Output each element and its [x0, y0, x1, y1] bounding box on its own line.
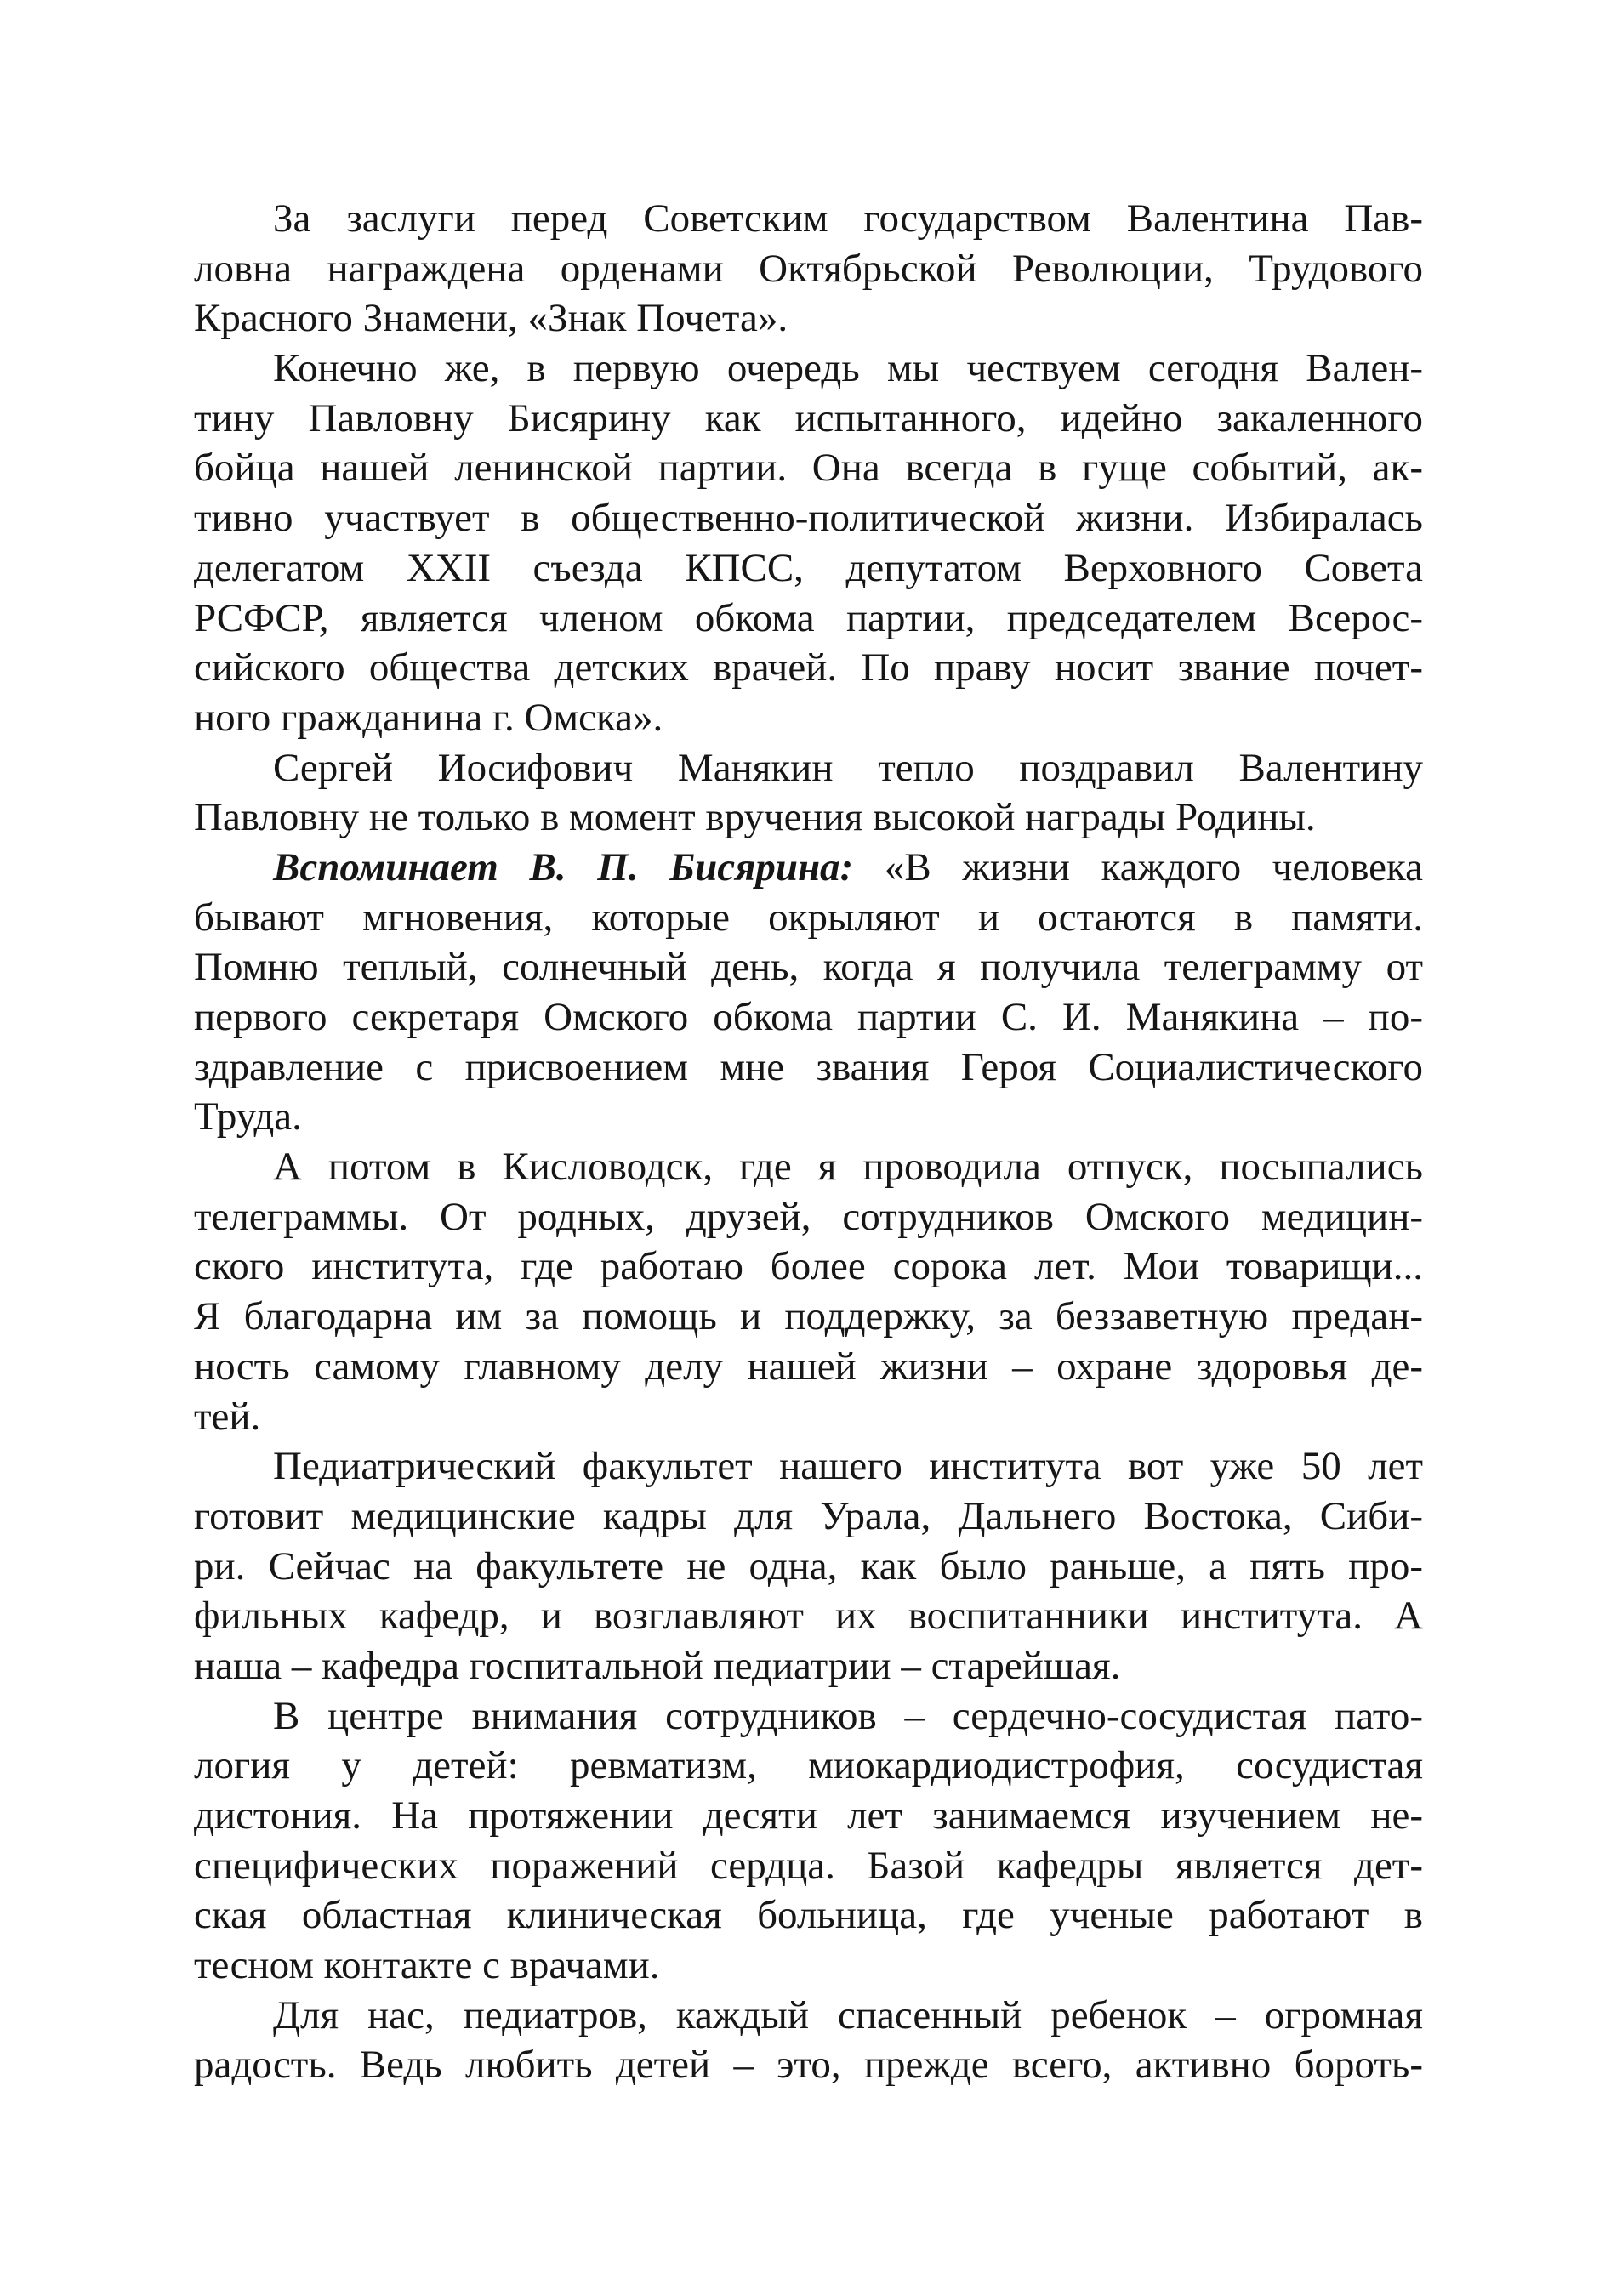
- text-line: [194, 1142, 1423, 1192]
- body-text: [194, 194, 1423, 2090]
- text-line: [194, 1941, 1423, 1991]
- text-line: [194, 1441, 1423, 1492]
- text-line: [194, 543, 1423, 594]
- line-text: делегатом XXII съезда КПСС, депутатом Верховного Совета: [194, 545, 1423, 590]
- line-text: готовит медицинские кадры для Урала, Дальнего Востока, Сиби-: [194, 1493, 1423, 1538]
- text-line: [194, 443, 1423, 493]
- line-text: Труда.: [194, 1094, 302, 1139]
- text-line: [194, 194, 1423, 244]
- text-line: [194, 1641, 1423, 1691]
- text-line: [194, 893, 1423, 943]
- line-text: «В жизни каждого человека: [884, 844, 1423, 889]
- text-line: [194, 643, 1423, 693]
- text-line: [194, 1791, 1423, 1841]
- text-line: [194, 293, 1423, 344]
- line-text: ного гражданина г. Омска».: [194, 695, 663, 740]
- text-line: [194, 1043, 1423, 1093]
- line-text: радость. Ведь любить детей – это, прежде всего, активно бороть-: [194, 2043, 1423, 2088]
- line-text: бойца нашей ленинской партии. Она всегда в гуще событий, ак-: [194, 446, 1423, 491]
- line-text: А потом в Кисловодск, где я проводила отпуск, посыпались: [273, 1145, 1423, 1190]
- line-text: фильных кафедр, и возглавляют их воспитанники института. А: [194, 1594, 1423, 1639]
- text-line: [194, 793, 1423, 843]
- line-text: тей.: [194, 1394, 261, 1439]
- text-line: [194, 1591, 1423, 1641]
- line-text: логия у детей: ревматизм, миокардиодистрофия, сосудистая: [194, 1743, 1423, 1788]
- line-text: здравление с присвоением мне звания Героя Социалистического: [194, 1044, 1423, 1089]
- line-text: ского института, где работаю более сорока лет. Мои товарищи...: [194, 1244, 1423, 1289]
- text-line: [194, 1492, 1423, 1542]
- text-line: [194, 942, 1423, 992]
- text-line: [194, 1841, 1423, 1891]
- line-text: Сергей Иосифович Манякин тепло поздравил Валентину: [273, 745, 1423, 790]
- text-line: [194, 743, 1423, 793]
- line-text: первого секретаря Омского обкома партии С. И. Манякина – по-: [194, 995, 1423, 1039]
- line-text: ность самому главному делу нашей жизни – охране здоровья де-: [194, 1344, 1423, 1389]
- line-text: наша – кафедра госпитальной педиатрии – старейшая.: [194, 1643, 1121, 1688]
- line-text: Конечно же, в первую очередь мы чествуем сегодня Вален-: [273, 346, 1423, 391]
- line-text: тивно участвует в общественно-политической жизни. Избиралась: [194, 496, 1423, 541]
- text-line: [194, 244, 1423, 294]
- line-text: тину Павловну Бисярину как испытанного, идейно закаленного: [194, 395, 1423, 440]
- text-line: [194, 394, 1423, 444]
- line-text: Для нас, педиатров, каждый спасенный ребенок – огромная: [273, 1992, 1423, 2037]
- line-text: Я благодарна им за помощь и поддержку, за беззаветную предан-: [194, 1294, 1423, 1339]
- text-line: [194, 1292, 1423, 1342]
- text-line: [194, 1092, 1423, 1142]
- text-line: [194, 1741, 1423, 1791]
- line-text: тесном контакте с врачами.: [194, 1943, 660, 1988]
- text-line: [194, 843, 1423, 893]
- line-text: ловна награждена орденами Октябрьской Революции, Трудового: [194, 246, 1423, 291]
- text-line: [194, 344, 1423, 394]
- line-text: сийского общества детских врачей. По праву носит звание почет-: [194, 645, 1423, 691]
- line-text: ри. Сейчас на факультете не одна, как было раньше, а пять про-: [194, 1543, 1423, 1588]
- text-line: [194, 1392, 1423, 1442]
- line-text: Павловну не только в момент вручения высокой награды Родины.: [194, 795, 1316, 840]
- line-text: Педиатрический факультет нашего института вот уже 50 лет: [273, 1444, 1423, 1489]
- text-line: [194, 1192, 1423, 1242]
- text-line: [194, 992, 1423, 1043]
- text-line: [194, 493, 1423, 543]
- text-line: [194, 1342, 1423, 1392]
- text-line: [194, 1242, 1423, 1292]
- line-text: Красного Знамени, «Знак Почета».: [194, 296, 788, 341]
- line-text: ская областная клиническая больница, где ученые работают в: [194, 1893, 1423, 1938]
- quote-attribution: Вспоминает В. П. Бисярина:: [273, 844, 854, 889]
- line-text: бывают мгновения, которые окрыляют и остаются в памяти.: [194, 895, 1423, 940]
- line-text: Помню теплый, солнечный день, когда я получила телеграмму от: [194, 945, 1423, 990]
- line-text: РСФСР, является членом обкома партии, председателем Всерос-: [194, 595, 1423, 640]
- line-text: дистония. На протяжении десяти лет занимаемся изучением не-: [194, 1793, 1423, 1838]
- line-text: За заслуги перед Советским государством Валентина Пав-: [273, 196, 1423, 241]
- line-text: специфических поражений сердца. Базой кафедры является дет-: [194, 1843, 1423, 1888]
- text-line: [194, 1991, 1423, 2041]
- line-text: В центре внимания сотрудников – сердечно-сосудистая пато-: [273, 1693, 1423, 1738]
- text-line: [194, 594, 1423, 644]
- text-line: [194, 1542, 1423, 1592]
- line-text: телеграммы. От родных, друзей, сотрудников Омского медицин-: [194, 1194, 1423, 1239]
- text-line: [194, 2040, 1423, 2090]
- text-line: [194, 693, 1423, 743]
- text-line: [194, 1890, 1423, 1941]
- text-line: [194, 1691, 1423, 1742]
